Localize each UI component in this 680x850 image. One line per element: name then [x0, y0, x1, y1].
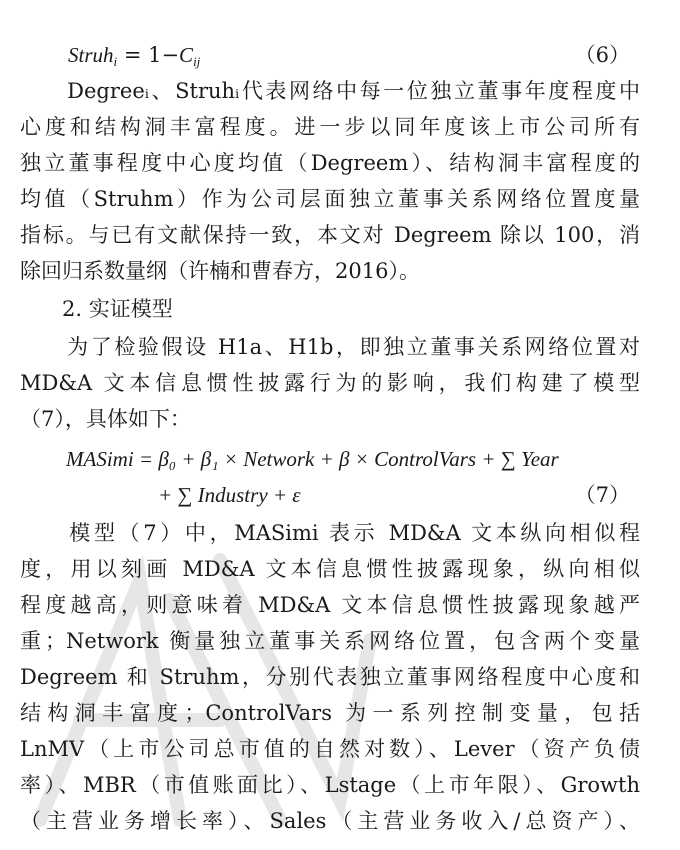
- para2-line-1: 为了检验假设 H1a、H1b，即独立董事关系网络位置对: [20, 335, 640, 359]
- para1-line-3: 独立董事程度中心度均值（Degreem）、结构洞丰富程度的: [20, 151, 640, 175]
- para3-line-1: 模型（7）中，MASimi 表示 MD&A 文本纵向相似程: [20, 521, 640, 545]
- para2-line-2: MD&A 文本信息惯性披露行为的影响，我们构建了模型: [20, 371, 640, 395]
- para3-line-7: LnMV（上市公司总市值的自然对数）、Lever（资产负债: [20, 737, 640, 761]
- para1-line-1: Degreeᵢ、Struhᵢ代表网络中每一位独立董事年度程度中: [20, 79, 640, 103]
- para3-line-9: （主营业务增长率）、Sales（主营业务收入/总资产）、: [20, 809, 640, 833]
- equation-6-number: （6）: [574, 43, 630, 67]
- section-heading: 2. 实证模型: [20, 297, 173, 321]
- equation-6: Struh$_i$ = $1-C_{ij}$: [68, 43, 201, 69]
- equation-7-line-1: MASimi = β₀ + β₁ × Network + β × ControlVars + ∑ Year: [66, 447, 559, 471]
- para1-line-4: 均值（Struhm）作为公司层面独立董事关系网络位置度量: [20, 187, 640, 211]
- para2-line-3: （7），具体如下：: [20, 407, 191, 431]
- para3-line-4: 重；Network 衡量独立董事关系网络位置，包含两个变量: [20, 629, 640, 653]
- equation-7-line-2: + ∑ Industry + ε: [158, 483, 301, 507]
- para3-line-3: 程度越高，则意味着 MD&A 文本信息惯性披露现象越严: [20, 593, 640, 617]
- para3-line-2: 度，用以刻画 MD&A 文本信息惯性披露现象，纵向相似: [20, 557, 640, 581]
- para3-line-5: Degreem 和 Struhm，分别代表独立董事网络程度中心度和: [20, 665, 640, 689]
- para1-line-6: 除回归系数量纲（许楠和曹春方，2016）。: [20, 259, 420, 283]
- para3-line-8: 率）、MBR（市值账面比）、Lstage（上市年限）、Growth: [20, 773, 640, 797]
- para1-line-2: 心度和结构洞丰富程度。进一步以同年度该上市公司所有: [20, 115, 640, 139]
- equation-7-number: （7）: [574, 483, 630, 507]
- para3-line-6: 结构洞丰富度；ControlVars 为一系列控制变量，包括: [20, 701, 640, 725]
- para1-line-5: 指标。与已有文献保持一致，本文对 Degreem 除以 100，消: [20, 223, 640, 247]
